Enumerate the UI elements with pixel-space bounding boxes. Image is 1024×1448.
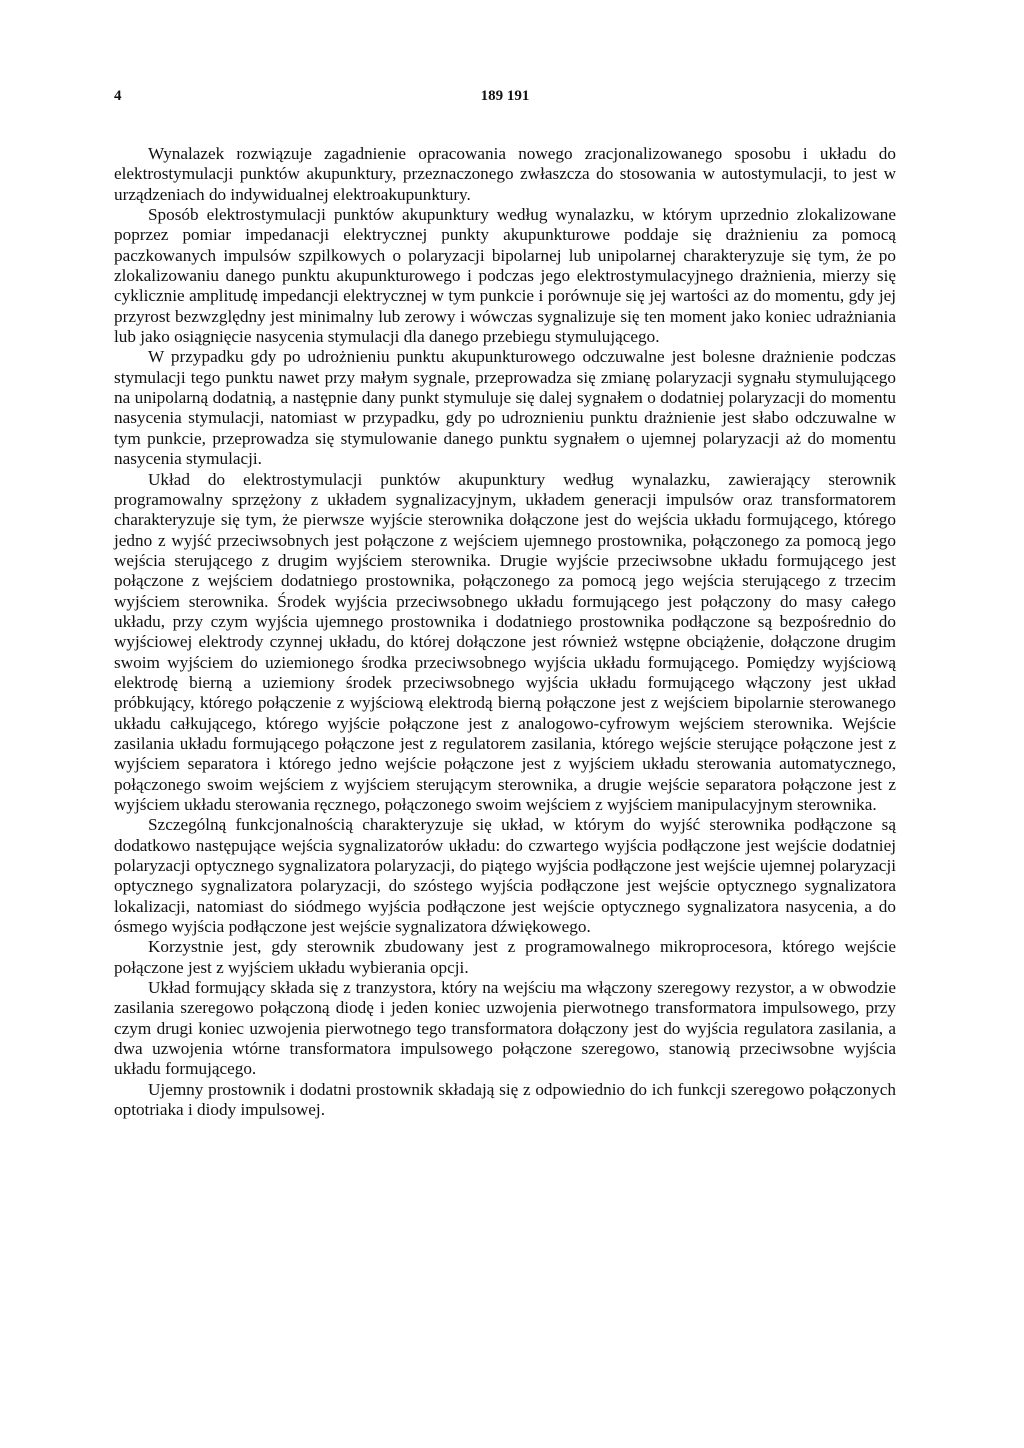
document-page xyxy=(114,88,896,1121)
paragraph-signalizers: Szczególną funkcjonalnością charakteryzuje się układ, w którym do wyjść sterownika podłączone są dodatkowo następujące wejścia sygnalizatorów układu: do czwartego wyjścia podłączone jest wejście dodatniej polaryzacji optycznego sygnalizatora polaryzacji, do piątego wyjścia podłączone jest wejście ujemnej polaryzacji optycznego sygnalizatora polaryzacji, do szóstego wyjścia podłączone jest wejście optycznego sygnalizatora lokalizacji, natomiast do siódmego wyjścia podłączone jest wejście optycznego sygnalizatora nasycenia, a do ósmego wyjścia podłączone jest wejście sygnalizatora dźwiękowego. xyxy=(114,815,896,937)
paragraph-polarization: W przypadku gdy po udrożnieniu punktu akupunkturowego odczuwalne jest bolesne drażnienie podczas stymulacji tego punktu nawet przy małym sygnale, przeprowadza się zmianę polaryzacji sygnału stymulującego na unipolarną dodatnią, a następnie dany punkt stymuluje się dalej sygnałem o dodatniej polaryzacji do momentu nasycenia stymulacji, natomiast w przypadku, gdy po udroznieniu punktu drażnienie jest słabo odczuwalne w tym punkcie, przeprowadza się stymulowanie danego punktu sygnałem o ujemnej polaryzacji aż do momentu nasycenia stymulacji. xyxy=(114,347,896,469)
paragraph-forming-circuit: Układ formujący składa się z tranzystora, który na wejściu ma włączony szeregowy rezystor, a w obwodzie zasilania szeregowo połączoną diodę i jeden koniec uzwojenia pierwotnego transformatora impulsowego, przy czym drugi koniec uzwojenia pierwotnego tego transformatora dołączony jest do wyjścia regulatora zasilania, a dwa uzwojenia wtórne transformatora impulsowego połączone szeregowo, stanowią przeciwsobne wyjścia układu formującego. xyxy=(114,978,896,1079)
patent-number: 189 191 xyxy=(480,88,530,104)
page-number: 4 xyxy=(114,88,122,104)
paragraph-controller: Korzystnie jest, gdy sterownik zbudowany jest z programowalnego mikroprocesora, którego wejście połączone jest z wyjściem układu wybierania opcji. xyxy=(114,937,896,977)
paragraph-circuit: Układ do elektrostymulacji punktów akupunktury według wynalazku, zawierający sterownik programowalny sprzężony z układem sygnalizacyjnym, układem generacji impulsów oraz transformatorem charakteryzuje się tym, że pierwsze wyjście sterownika dołączone jest do wejścia układu formującego, którego jedno z wyjść przeciwsobnych jest połączone z wejściem ujemnego prostownika, połączonego za pomocą jego wejścia sterującego z drugim wyjściem sterownika. Drugie wyjście przeciwsobne układu formującego jest połączone z wejściem dodatniego prostownika, połączonego za pomocą jego wejścia sterującego z trzecim wyjściem sterownika. Środek wyjścia przeciwsobnego układu formującego jest połączony do masy całego układu, przy czym wyjścia ujemnego prostownika i dodatniego prostownika podłączone są bezpośrednio do wyjściowej elektrody czynnej układu, do której dołączone jest również wstępne obciążenie, dołączone drugim swoim wyjściem do uziemionego środka przeciwsobnego wyjścia układu formującego. Pomiędzy wyjściową elektrodę bierną a uziemiony środek przeciwsobnego wyjścia układu formującego włączony jest układ próbkujący, którego połączenie z wyjściową elektrodą bierną połączone jest z wejściem bipolarnie sterowanego układu całkującego, którego wyjście połączone jest z analogowo-cyfrowym wejściem sterownika. Wejście zasilania układu formującego połączone jest z regulatorem zasilania, którego wejście sterujące połączone jest z wyjściem separatora i którego jedno wejście połączone jest z wyjściem układu sterowania automatycznego, połączonego swoim wejściem z wyjściem sterującym sterownika, a drugie wejście separatora połączone jest z wyjściem układu sterowania ręcznego, połączonego swoim wejściem z wyjściem manipulacyjnym sterownika. xyxy=(114,469,896,814)
document-body xyxy=(114,144,896,1121)
paragraph-rectifiers: Ujemny prostownik i dodatni prostownik składają się z odpowiednio do ich funkcji szeregowo połączonych optotriaka i diody impulsowej. xyxy=(114,1079,896,1120)
page-header xyxy=(114,88,896,118)
paragraph-intro: Wynalazek rozwiązuje zagadnienie opracowania nowego zracjonalizowanego sposobu i układu do elektrostymulacji punktów akupunktury, przeznaczonego zwłaszcza do stosowania w autostymulacji, to jest w urządzeniach do indywidualnej elektroakupunktury. xyxy=(114,144,896,204)
paragraph-method: Sposób elektrostymulacji punktów akupunktury według wynalazku, w którym uprzednio zlokalizowane poprzez pomiar impedanacji elektrycznej punkty akupunkturowe poddaje się drażnieniu za pomocą paczkowanych impulsów szpilkowych o polaryzacji bipolarnej lub unipolarnej charakteryzuje się tym, że po zlokalizowaniu danego punktu akupunkturowego i podczas jego elektrostymulacyjnego drażnienia, mierzy się cyklicznie amplitudę impedancji elektrycznej w tym punkcie i porównuje się jej wartości az do momentu, gdy jej przyrost bezwzględny jest minimalny lub zerowy i wówczas sygnalizuje się ten moment jako koniec udrażniania lub jako osiągnięcie nasycenia stymulacji dla danego przebiegu stymulującego. xyxy=(114,205,896,347)
